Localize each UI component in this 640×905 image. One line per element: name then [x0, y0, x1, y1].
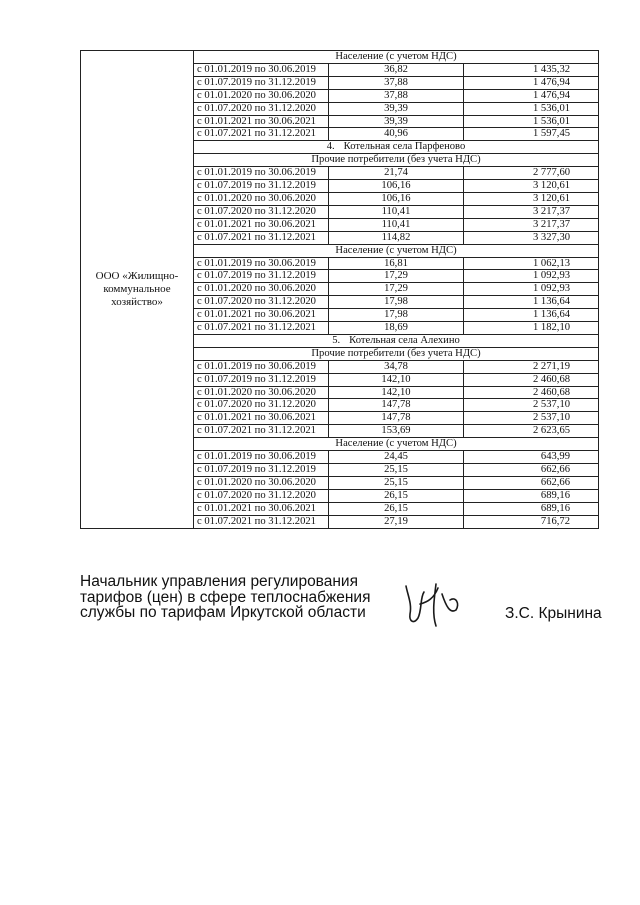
capacity-tariff-cell: 2 460,68 — [464, 373, 599, 386]
boiler-name-cell — [194, 141, 599, 154]
tariff-value-cell: 39,39 — [329, 115, 464, 128]
tariff-table — [80, 50, 599, 529]
tariff-value-cell: 34,78 — [329, 360, 464, 373]
capacity-tariff-cell: 1 536,01 — [464, 102, 599, 115]
organization-cell: ООО «Жилищно-коммунальное хозяйство» — [81, 51, 194, 529]
capacity-tariff-cell: 2 537,10 — [464, 399, 599, 412]
period-cell: с 01.01.2020 по 30.06.2020 — [194, 89, 329, 102]
period-cell: с 01.01.2021 по 30.06.2021 — [194, 115, 329, 128]
period-cell: с 01.07.2020 по 31.12.2020 — [194, 205, 329, 218]
capacity-tariff-cell: 1 536,01 — [464, 115, 599, 128]
tariff-value-cell: 110,41 — [329, 205, 464, 218]
period-cell: с 01.01.2020 по 30.06.2020 — [194, 192, 329, 205]
tariff-value-cell: 26,15 — [329, 502, 464, 515]
tariff-value-cell: 17,98 — [329, 296, 464, 309]
tariff-value-cell: 153,69 — [329, 425, 464, 438]
tariff-value-cell: 142,10 — [329, 386, 464, 399]
tariff-value-cell: 106,16 — [329, 180, 464, 193]
period-cell: с 01.01.2021 по 30.06.2021 — [194, 218, 329, 231]
period-cell: с 01.01.2020 по 30.06.2020 — [194, 386, 329, 399]
period-cell: с 01.07.2019 по 31.12.2019 — [194, 464, 329, 477]
period-cell: с 01.07.2021 по 31.12.2021 — [194, 322, 329, 335]
period-cell: с 01.07.2021 по 31.12.2021 — [194, 128, 329, 141]
period-cell: с 01.01.2019 по 30.06.2019 — [194, 63, 329, 76]
tariff-value-cell: 26,15 — [329, 489, 464, 502]
tariff-value-cell: 21,74 — [329, 167, 464, 180]
tariff-value-cell: 24,45 — [329, 451, 464, 464]
signature-position — [80, 574, 370, 621]
tariff-value-cell: 16,81 — [329, 257, 464, 270]
tariff-value-cell: 17,29 — [329, 270, 464, 283]
capacity-tariff-cell: 662,66 — [464, 476, 599, 489]
capacity-tariff-cell: 3 327,30 — [464, 231, 599, 244]
tariff-value-cell: 37,88 — [329, 89, 464, 102]
consumer-group-title: Прочие потребители (без учета НДС) — [194, 347, 599, 360]
period-cell: с 01.01.2021 по 30.06.2021 — [194, 502, 329, 515]
period-cell: с 01.07.2021 по 31.12.2021 — [194, 231, 329, 244]
tariff-value-cell: 40,96 — [329, 128, 464, 141]
period-cell: с 01.07.2021 по 31.12.2021 — [194, 425, 329, 438]
capacity-tariff-cell: 689,16 — [464, 489, 599, 502]
capacity-tariff-cell: 1 476,94 — [464, 76, 599, 89]
capacity-tariff-cell: 2 271,19 — [464, 360, 599, 373]
tariff-value-cell: 142,10 — [329, 373, 464, 386]
tariff-value-cell: 110,41 — [329, 218, 464, 231]
tariff-value-cell: 114,82 — [329, 231, 464, 244]
period-cell: с 01.01.2020 по 30.06.2020 — [194, 476, 329, 489]
period-cell: с 01.01.2021 по 30.06.2021 — [194, 412, 329, 425]
period-cell: с 01.07.2020 по 31.12.2020 — [194, 399, 329, 412]
period-cell: с 01.07.2019 по 31.12.2019 — [194, 373, 329, 386]
capacity-tariff-cell: 3 217,37 — [464, 218, 599, 231]
capacity-tariff-cell: 689,16 — [464, 502, 599, 515]
period-cell: с 01.07.2020 по 31.12.2020 — [194, 296, 329, 309]
capacity-tariff-cell: 1 476,94 — [464, 89, 599, 102]
period-cell: с 01.01.2020 по 30.06.2020 — [194, 283, 329, 296]
capacity-tariff-cell: 1 062,13 — [464, 257, 599, 270]
tariff-value-cell: 17,98 — [329, 309, 464, 322]
period-cell: с 01.07.2021 по 31.12.2021 — [194, 515, 329, 528]
position-line: Начальник управления регулирования — [80, 573, 358, 590]
capacity-tariff-cell: 662,66 — [464, 464, 599, 477]
tariff-value-cell: 27,19 — [329, 515, 464, 528]
tariff-value-cell: 39,39 — [329, 102, 464, 115]
capacity-tariff-cell: 1 092,93 — [464, 283, 599, 296]
capacity-tariff-cell: 3 217,37 — [464, 205, 599, 218]
boiler-number: 4. — [326, 141, 335, 153]
capacity-tariff-cell: 643,99 — [464, 451, 599, 464]
tariff-table-body — [81, 51, 599, 529]
tariff-value-cell: 18,69 — [329, 322, 464, 335]
tariff-value-cell: 17,29 — [329, 283, 464, 296]
tariff-value-cell: 147,78 — [329, 412, 464, 425]
position-line: службы по тарифам Иркутской области — [80, 604, 366, 621]
period-cell: с 01.01.2019 по 30.06.2019 — [194, 451, 329, 464]
consumer-group-title: Население (с учетом НДС) — [194, 51, 599, 64]
capacity-tariff-cell: 716,72 — [464, 515, 599, 528]
boiler-name: Котельная села Алехино — [349, 334, 460, 346]
capacity-tariff-cell: 1 136,64 — [464, 309, 599, 322]
capacity-tariff-cell: 3 120,61 — [464, 192, 599, 205]
period-cell: с 01.07.2020 по 31.12.2020 — [194, 102, 329, 115]
capacity-tariff-cell: 1 182,10 — [464, 322, 599, 335]
period-cell: с 01.01.2021 по 30.06.2021 — [194, 309, 329, 322]
capacity-tariff-cell: 1 435,32 — [464, 63, 599, 76]
tariff-value-cell: 36,82 — [329, 63, 464, 76]
tariff-value-cell: 37,88 — [329, 76, 464, 89]
consumer-group-row — [81, 51, 599, 64]
period-cell: с 01.01.2019 по 30.06.2019 — [194, 167, 329, 180]
boiler-name: Котельная села Парфеново — [343, 141, 466, 153]
capacity-tariff-cell: 1 597,45 — [464, 128, 599, 141]
handwritten-signature — [398, 574, 468, 634]
period-cell: с 01.07.2019 по 31.12.2019 — [194, 76, 329, 89]
boiler-number: 5. — [332, 334, 341, 346]
consumer-group-title: Население (с учетом НДС) — [194, 244, 599, 257]
consumer-group-title: Население (с учетом НДС) — [194, 438, 599, 451]
period-cell: с 01.07.2020 по 31.12.2020 — [194, 489, 329, 502]
period-cell: с 01.01.2019 по 30.06.2019 — [194, 360, 329, 373]
capacity-tariff-cell: 2 460,68 — [464, 386, 599, 399]
period-cell: с 01.01.2019 по 30.06.2019 — [194, 257, 329, 270]
consumer-group-title: Прочие потребители (без учета НДС) — [194, 154, 599, 167]
position-line: тарифов (цен) в сфере теплоснабжения — [80, 588, 371, 606]
tariff-value-cell: 25,15 — [329, 464, 464, 477]
period-cell: с 01.07.2019 по 31.12.2019 — [194, 270, 329, 283]
boiler-name-cell — [194, 334, 599, 347]
tariff-value-cell: 25,15 — [329, 476, 464, 489]
capacity-tariff-cell: 1 092,93 — [464, 270, 599, 283]
tariff-value-cell: 147,78 — [329, 399, 464, 412]
capacity-tariff-cell: 3 120,61 — [464, 180, 599, 193]
tariff-value-cell: 106,16 — [329, 192, 464, 205]
capacity-tariff-cell: 2 777,60 — [464, 167, 599, 180]
signer-name: З.С. Крынина — [505, 605, 602, 622]
capacity-tariff-cell: 1 136,64 — [464, 296, 599, 309]
capacity-tariff-cell: 2 537,10 — [464, 412, 599, 425]
capacity-tariff-cell: 2 623,65 — [464, 425, 599, 438]
period-cell: с 01.07.2019 по 31.12.2019 — [194, 180, 329, 193]
